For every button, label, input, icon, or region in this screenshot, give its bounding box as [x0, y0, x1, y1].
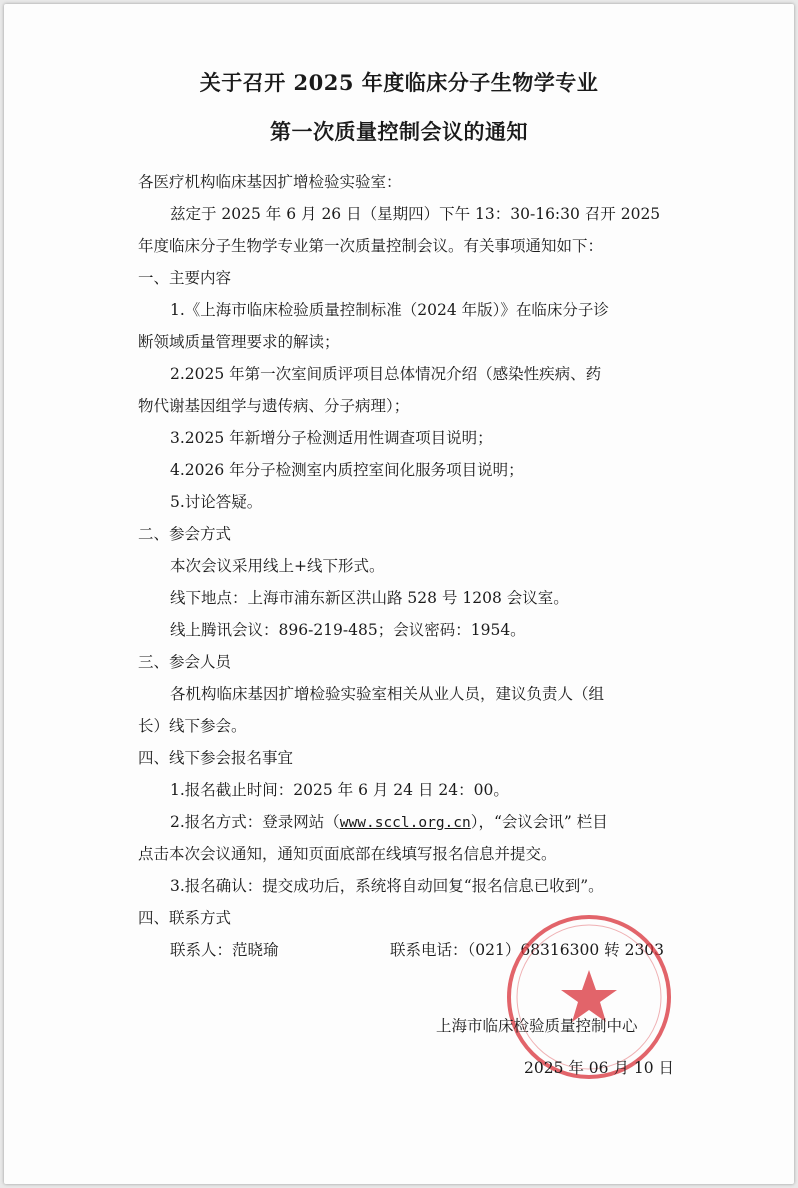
title-line-2: 第一次质量控制会议的通知: [270, 119, 528, 144]
contact-person: 联系人：范晓瑜: [170, 941, 279, 959]
issue-date: 2025 年 06 月 10 日: [524, 1059, 675, 1077]
content-item-3: 3.2025 年新增分子检测适用性调查项目说明；: [170, 429, 493, 447]
content-item-2-line-1: 2.2025 年第一次室间质评项目总体情况介绍（感染性疾病、药: [170, 365, 602, 383]
official-seal: [504, 912, 674, 1082]
intro-line-2: 年度临床分子生物学专业第一次质量控制会议。有关事项通知如下：: [138, 237, 604, 255]
content-item-4: 4.2026 年分子检测室内质控室间化服务项目说明；: [170, 461, 524, 479]
registration-method-line-1: [170, 812, 608, 833]
star-icon: [561, 970, 617, 1022]
salutation: 各医疗机构临床基因扩增检验实验室：: [138, 173, 402, 191]
section-heading-registration: 四、线下参会报名事宜: [138, 749, 294, 767]
issuing-organization: 上海市临床检验质量控制中心: [436, 1017, 638, 1035]
section-heading-content: 一、主要内容: [138, 269, 232, 287]
attendees-line-1: 各机构临床基因扩增检验实验室相关从业人员，建议负责人（组: [170, 685, 605, 703]
meeting-format: 本次会议采用线上+线下形式。: [170, 557, 385, 575]
offline-location: 线下地点：上海市浦东新区洪山路 528 号 1208 会议室。: [170, 589, 569, 607]
attendees-line-2: 长）线下参会。: [138, 717, 247, 735]
registration-method-suffix: ），“会议会讯” 栏目: [470, 813, 608, 831]
content-item-5: 5.讨论答疑。: [170, 493, 263, 511]
registration-deadline: 1.报名截止时间：2025 年 6 月 24 日 24：00。: [170, 781, 509, 799]
registration-confirmation: 3.报名确认：提交成功后，系统将自动回复“报名信息已收到”。: [170, 877, 604, 895]
website-link[interactable]: www.sccl.org.cn: [339, 815, 471, 831]
content-item-1-line-1: 1.《上海市临床检验质量控制标准（2024 年版）》在临床分子诊: [170, 301, 609, 319]
online-meeting-info: 线上腾讯会议：896-219-485；会议密码：1954。: [170, 621, 526, 639]
section-heading-contact: 四、联系方式: [138, 909, 232, 927]
intro-line-1: 兹定于 2025 年 6 月 26 日（星期四）下午 13：30-16:30 召开 2025: [170, 205, 661, 223]
registration-method-line-2: 点击本次会议通知，通知页面底部在线填写报名信息并提交。: [138, 845, 557, 863]
content-item-2-line-2: 物代谢基因组学与遗传病、分子病理）；: [138, 397, 410, 415]
section-heading-format: 二、参会方式: [138, 525, 232, 543]
contact-phone: 联系电话：（021）68316300 转 2303: [390, 941, 665, 959]
registration-method-prefix: 2.报名方式：登录网站（: [170, 813, 340, 831]
content-item-1-line-2: 断领域质量管理要求的解读；: [138, 333, 340, 351]
title-line-1: 关于召开 2025 年度临床分子生物学专业: [199, 70, 599, 95]
document-page: [4, 4, 794, 1184]
section-heading-attendees: 三、参会人员: [138, 653, 232, 671]
